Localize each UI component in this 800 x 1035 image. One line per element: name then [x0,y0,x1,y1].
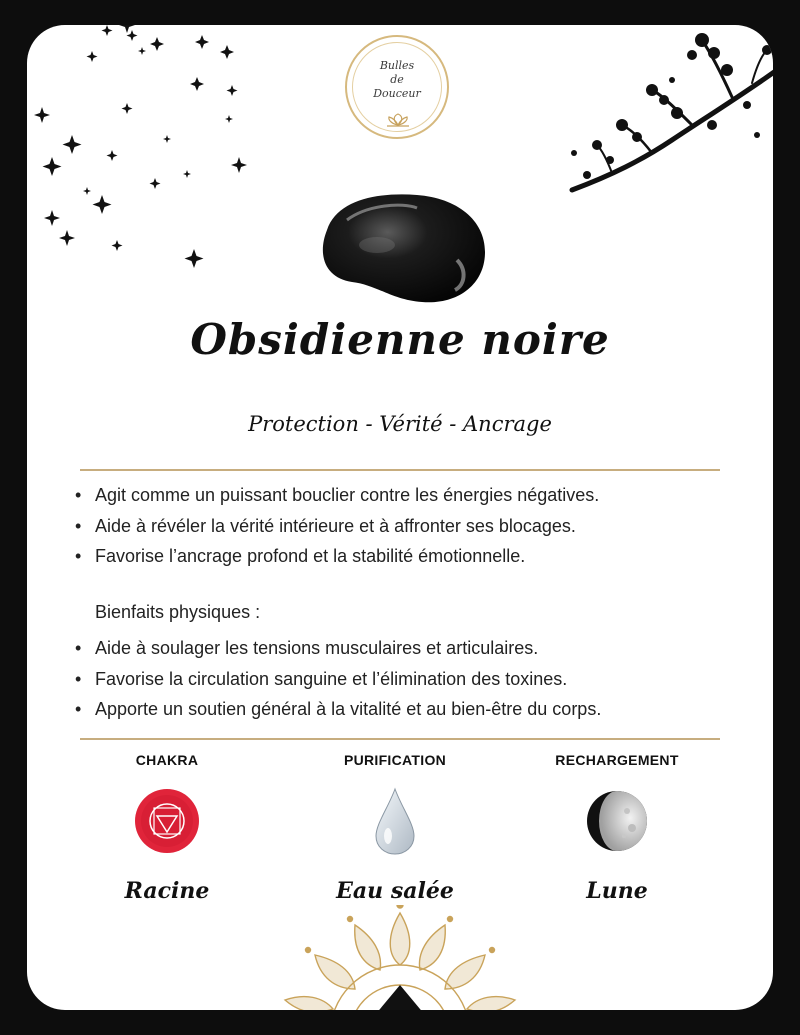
list-item: • Aide à soulager les tensions musculaires et articulaires. [75,633,601,664]
physical-benefits-heading: Bienfaits physiques : [95,602,261,622]
list-item: • Apporte un soutien général à la vitalité et au bien-être du corps. [75,694,601,725]
blossom-branch-decoration [552,25,773,200]
chakra-column [77,752,257,904]
list-item: • Favorise l’ancrage profond et la stabilité émotionnelle. [75,541,599,572]
stars-decoration [27,25,267,285]
divider-top [80,469,720,471]
list-item: • Aide à révéler la vérité intérieure et à affronter ses blocages. [75,511,599,542]
physical-benefits-list [75,633,601,725]
subtitle-keywords: Protection - Vérité - Ancrage [248,412,552,436]
chakra-heading: CHAKRA [135,752,199,768]
recharge-value: Lune [586,878,648,904]
page-title: Obsidienne noire [190,315,610,364]
mandala-decoration [275,905,525,1010]
brand-logo [345,35,449,139]
purification-heading: PURIFICATION [343,752,447,768]
list-item: • Agit comme un puissant bouclier contre les énergies négatives. [75,480,599,511]
recharge-heading: RECHARGEMENT [555,752,679,768]
recharge-column [527,752,707,904]
logo-text: Bulles de Douceur [373,59,421,100]
chakra-value: Racine [124,878,210,904]
purification-column [305,752,485,904]
list-item: • Favorise la circulation sanguine et l’élimination des toxines. [75,664,601,695]
purification-value: Eau salée [336,878,454,904]
emotional-benefits-list [75,480,599,572]
divider-bottom [80,738,720,740]
water-drop-icon [360,786,430,856]
moon-icon [582,786,652,856]
obsidian-stone-image [307,190,492,310]
lotus-icon [383,113,413,127]
info-card [27,25,773,1010]
root-chakra-icon [132,786,202,856]
